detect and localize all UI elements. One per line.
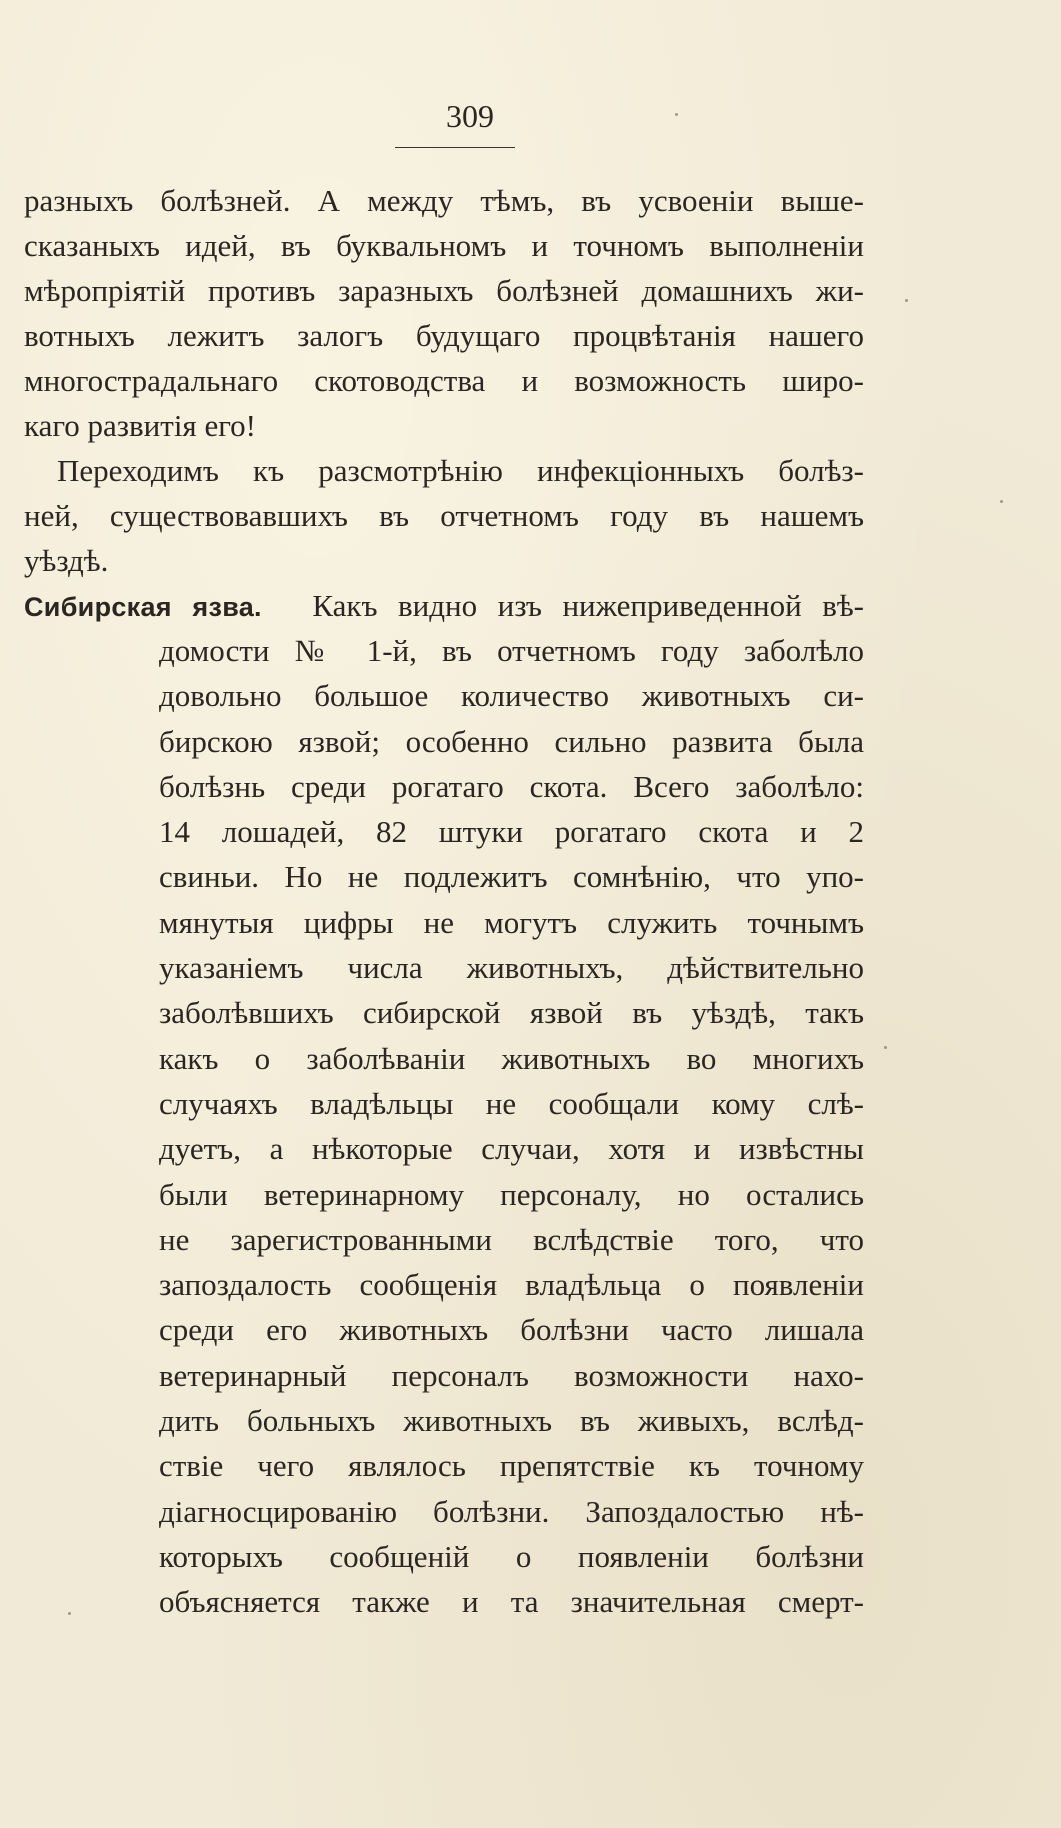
page-number: 309 [446,98,494,134]
text-line: сказаныхъ идей, въ буквальномъ и точномъ выполненіи [24,228,864,263]
text-line: діагносцированію болѣзни. Запоздалостью нѣ- [159,1493,864,1529]
text-line: разныхъ болѣзней. А между тѣмъ, въ усвоеніи выше- [24,183,864,218]
paper-speck [884,1046,887,1049]
section-heading: Сибирская язва. [24,592,262,622]
text-line: которыхъ сообщеній о появленіи болѣзни [159,1538,864,1574]
text-line: объясняется также и та значительная смерт- [159,1584,864,1620]
section-body [159,628,864,1625]
text-line: дить больныхъ животныхъ въ живыхъ, вслѣд- [159,1403,864,1439]
text-line: мѣропріятій противъ заразныхъ болѣзней домашнихъ жи- [24,273,864,308]
text-line: свиньи. Но не подлежитъ сомнѣнію, что упо- [159,859,864,895]
text-line: ствіе чего являлось препятствіе къ точному [159,1448,864,1484]
text-line: Переходимъ къ разсмотрѣнію инфекціонныхъ болѣз- [57,453,864,488]
paragraph-1 [24,178,864,448]
text-line: домости № 1-й, въ отчетномъ году заболѣло [159,633,864,668]
paper-speck [1000,500,1003,503]
paper-speck [68,1612,71,1615]
text-line: мянутыя цифры не могутъ служить точнымъ [159,904,864,940]
section-heading-line [24,583,864,628]
text-line: ветеринарный персоналъ возможности нахо- [159,1357,864,1393]
paper-speck [905,299,908,302]
text-line: уѣздѣ. [24,543,109,578]
page-number-rule [395,147,515,148]
text-line: ней, существовавшихъ въ отчетномъ году въ нашемъ [24,498,864,533]
text-line: запоздалость сообщенія владѣльца о появленіи [159,1267,864,1303]
text-line: многострадальнаго скотоводства и возможность широ- [24,363,864,398]
text-line: заболѣвшихъ сибирской язвой въ уѣздѣ, такъ [159,995,864,1031]
text-line: среди его животныхъ болѣзни часто лишала [159,1312,864,1348]
section-anthrax [24,583,864,1625]
text-line: были ветеринарному персоналу, но остались [159,1176,864,1212]
text-line: указаніемъ числа животныхъ, дѣйствительно [159,950,864,986]
text-line: довольно большое количество животныхъ си- [159,678,864,714]
text-line: Какъ видно изъ нижеприведенной вѣ- [312,588,865,623]
paragraph-2 [24,448,864,583]
text-line: дуетъ, а нѣкоторые случаи, хотя и извѣстны [159,1131,864,1167]
text-line: не зарегистрованными вслѣдствіе того, что [159,1221,864,1257]
text-line: случаяхъ владѣльцы не сообщали кому слѣ- [159,1085,864,1121]
text-line: болѣзнь среди рогатаго скота. Всего заболѣло: [159,768,864,804]
text-line: каго развитія его! [24,408,256,443]
text-line: бирскою язвой; особенно сильно развита была [159,723,864,759]
paper-speck [675,113,678,116]
text-line: вотныхъ лежитъ залогъ будущаго процвѣтанія нашего [24,318,864,353]
text-line: какъ о заболѣваніи животныхъ во многихъ [159,1040,864,1076]
text-line: 14 лошадей, 82 штуки рогатаго скота и 2 [159,814,864,850]
